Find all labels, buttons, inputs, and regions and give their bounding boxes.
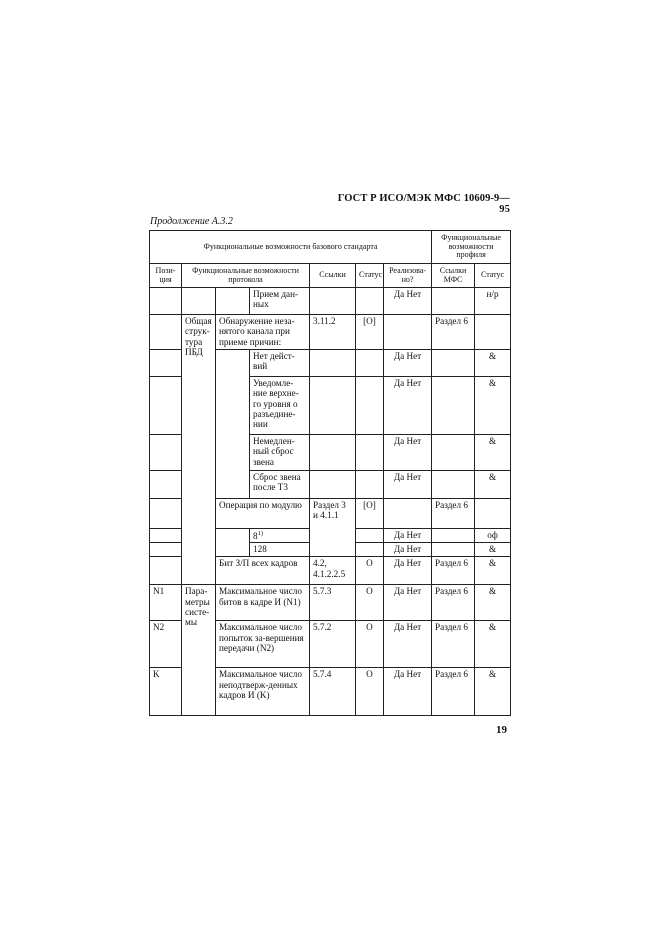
position-cell	[150, 557, 182, 585]
implemented-cell: Да Нет	[384, 621, 432, 668]
status-cell	[356, 288, 384, 315]
mfs-reference-cell: Раздел 6	[432, 499, 475, 529]
mfs-reference-cell: Раздел 6	[432, 315, 475, 350]
profile-status-cell: &	[475, 557, 511, 585]
reference-cell	[310, 350, 356, 377]
reference-cell: 4.2, 4.1.2.2.5	[310, 557, 356, 585]
status-cell	[356, 543, 384, 557]
group-cell	[182, 288, 216, 315]
reference-cell: 5.7.2	[310, 621, 356, 668]
header-references: Ссылки	[310, 264, 356, 288]
status-cell: [O]	[356, 315, 384, 350]
position-cell	[150, 377, 182, 435]
function-cell: Немедлен-ный сброс звена	[250, 435, 310, 471]
position-cell: N1	[150, 585, 182, 621]
reference-cell	[310, 471, 356, 499]
status-cell: О	[356, 621, 384, 668]
mfs-reference-cell	[432, 377, 475, 435]
table-row	[150, 585, 511, 621]
header-implemented: Реализова-но?	[384, 264, 432, 288]
function-cell: Нет дейст-вий	[250, 350, 310, 377]
profile-status-cell: &	[475, 471, 511, 499]
function-cell: Бит З/П всех кадров	[216, 557, 310, 585]
function-cell: Сброс звена после Т3	[250, 471, 310, 499]
position-cell	[150, 543, 182, 557]
mfs-reference-cell	[432, 543, 475, 557]
status-cell	[356, 435, 384, 471]
footnote-marker: 1)	[257, 530, 264, 537]
profile-status-cell	[475, 499, 511, 529]
profile-status-cell: &	[475, 668, 511, 716]
function-cell: Операция по модулю	[216, 499, 310, 529]
implemented-cell: Да Нет	[384, 557, 432, 585]
position-cell	[150, 315, 182, 350]
position-cell	[150, 435, 182, 471]
implemented-cell: Да Нет	[384, 377, 432, 435]
profile-status-cell: &	[475, 377, 511, 435]
implemented-cell	[384, 499, 432, 529]
position-cell	[150, 471, 182, 499]
function-cell: Прием дан-ных	[250, 288, 310, 315]
indent-cell	[216, 350, 250, 499]
profile-status-cell: оф	[475, 529, 511, 543]
implemented-cell: Да Нет	[384, 471, 432, 499]
pbd-structure-label: Общая струк-тура ПБД	[182, 315, 216, 585]
document-header: ГОСТ Р ИСО/МЭК МФС 10609-9—95	[337, 193, 510, 215]
header-base-standard: Функциональные возможности базового стандарта	[150, 231, 432, 264]
header-function: Функциональные возможности протокола	[182, 264, 310, 288]
reference-cell	[310, 377, 356, 435]
position-cell: N2	[150, 621, 182, 668]
header-position: Пози-ция	[150, 264, 182, 288]
position-cell: K	[150, 668, 182, 716]
status-cell	[356, 471, 384, 499]
position-cell	[150, 288, 182, 315]
header-profile-status: Статус	[475, 264, 511, 288]
implemented-cell	[384, 315, 432, 350]
reference-cell: 5.7.4	[310, 668, 356, 716]
position-cell	[150, 529, 182, 543]
implemented-cell: Да Нет	[384, 435, 432, 471]
implemented-cell: Да Нет	[384, 668, 432, 716]
position-cell	[150, 499, 182, 529]
position-cell	[150, 350, 182, 377]
status-cell: О	[356, 585, 384, 621]
mfs-reference-cell	[432, 529, 475, 543]
mfs-reference-cell: Раздел 6	[432, 668, 475, 716]
implemented-cell: Да Нет	[384, 288, 432, 315]
function-cell: Обнаружение неза-нятого канала при приеме причин:	[216, 315, 310, 350]
profile-status-cell: &	[475, 621, 511, 668]
status-cell: О	[356, 557, 384, 585]
profile-status-cell: &	[475, 585, 511, 621]
implemented-cell: Да Нет	[384, 350, 432, 377]
header-profile: Функциональные возможности профиля	[432, 231, 511, 264]
protocol-table	[149, 230, 511, 716]
status-cell	[356, 350, 384, 377]
reference-cell: 5.7.3	[310, 585, 356, 621]
table-row	[150, 315, 511, 350]
status-cell: [O]	[356, 499, 384, 529]
indent-cell	[216, 529, 250, 557]
profile-status-cell: н/р	[475, 288, 511, 315]
profile-status-cell: &	[475, 435, 511, 471]
implemented-cell: Да Нет	[384, 543, 432, 557]
function-cell	[250, 529, 310, 543]
reference-cell	[310, 435, 356, 471]
mfs-reference-cell: Раздел 6	[432, 585, 475, 621]
mfs-reference-cell	[432, 435, 475, 471]
mfs-reference-cell	[432, 350, 475, 377]
mfs-reference-cell: Раздел 6	[432, 557, 475, 585]
function-cell: Максимальное число битов в кадре И (N1)	[216, 585, 310, 621]
page-number: 19	[496, 724, 507, 736]
continuation-label: Продолжение А.3.2	[150, 216, 233, 227]
status-cell: О	[356, 668, 384, 716]
reference-cell: Раздел 3 и 4.1.1	[310, 499, 356, 557]
function-cell: 128	[250, 543, 310, 557]
reference-cell	[310, 288, 356, 315]
profile-status-cell: &	[475, 543, 511, 557]
reference-cell: 3.11.2	[310, 315, 356, 350]
mfs-reference-cell: Раздел 6	[432, 621, 475, 668]
mfs-reference-cell	[432, 288, 475, 315]
status-cell	[356, 529, 384, 543]
system-params-label: Пара-метры систе-мы	[182, 585, 216, 716]
function-cell: Максимальное число неподтверж-денных кадров И (K)	[216, 668, 310, 716]
table-row	[150, 288, 511, 315]
header-mfs-references: Ссылки МФС	[432, 264, 475, 288]
header-status: Статус	[356, 264, 384, 288]
profile-status-cell: &	[475, 350, 511, 377]
function-cell: Максимальное число попыток за-вершения передачи (N2)	[216, 621, 310, 668]
implemented-cell: Да Нет	[384, 529, 432, 543]
status-cell	[356, 377, 384, 435]
modulo-8-label: 8	[253, 531, 258, 542]
mfs-reference-cell	[432, 471, 475, 499]
function-cell: Уведомле-ние верхне-го уровня о разъедине-нии	[250, 377, 310, 435]
profile-status-cell	[475, 315, 511, 350]
indent-cell	[216, 288, 250, 315]
implemented-cell: Да Нет	[384, 585, 432, 621]
